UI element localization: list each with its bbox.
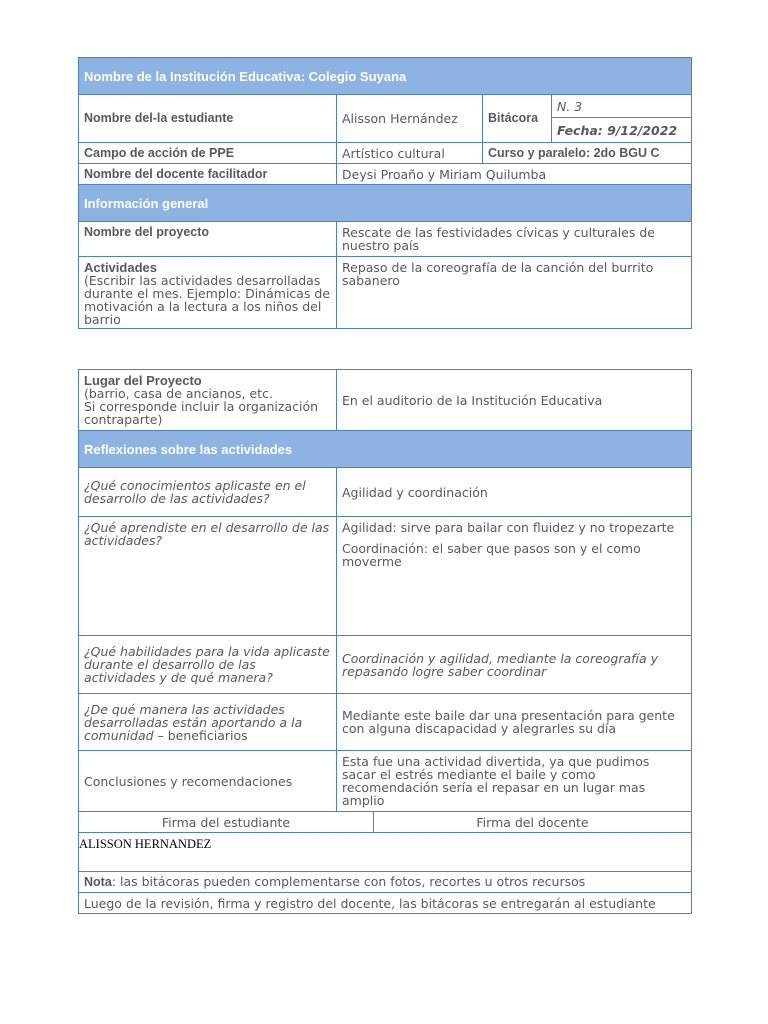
signature-area bbox=[79, 833, 692, 872]
note-label: Nota bbox=[84, 875, 112, 889]
student-signature-label: Firma del estudiante bbox=[79, 812, 374, 833]
course-label: Curso y paralelo: 2do BGU C bbox=[483, 143, 692, 164]
answer-2a: Agilidad: sirve para bailar con fluidez y no tropezarte bbox=[342, 520, 675, 535]
reflections-header: Reflexiones sobre las actividades bbox=[79, 431, 692, 468]
reflections-table bbox=[78, 369, 692, 914]
answer-3: Coordinación y agilidad, mediante la coreografía y repasando logre saber coordinar bbox=[337, 636, 692, 694]
teacher-signature-label: Firma del docente bbox=[374, 812, 692, 833]
question-2: ¿Qué aprendiste en el desarrollo de las actividades? bbox=[79, 517, 337, 636]
institution-name: Nombre de la Institución Educativa: Colegio Suyana bbox=[79, 58, 692, 95]
teacher-value: Deysi Proaño y Miriam Quilumba bbox=[337, 164, 692, 185]
institution-row bbox=[79, 58, 692, 95]
log-label: Bitácora bbox=[483, 95, 552, 143]
student-label: Nombre del-la estudiante bbox=[79, 95, 337, 143]
field-value: Artístico cultural bbox=[337, 143, 483, 164]
answer-2b: Coordinación: el saber que pasos son y el como moverme bbox=[342, 541, 641, 569]
activities-label: Actividades bbox=[84, 260, 157, 275]
student-name: Alisson Hernández bbox=[337, 95, 483, 143]
place-label: Lugar del Proyecto bbox=[84, 373, 202, 388]
place-hint-1: (barrio, casa de ancianos, etc. bbox=[84, 386, 273, 401]
question-4-tail: – beneficiarios bbox=[153, 727, 248, 743]
place-value: En el auditorio de la Institución Educativa bbox=[337, 370, 692, 431]
general-info-header: Información general bbox=[79, 185, 692, 222]
footer-note: Luego de la revisión, firma y registro del docente, las bitácoras se entregarán al estudiante bbox=[79, 893, 692, 914]
question-3: ¿Qué habilidades para la vida aplicaste durante el desarrollo de las actividades y de qué manera? bbox=[79, 636, 337, 694]
activities-value: Repaso de la coreografía de la canción del burrito sabanero bbox=[337, 257, 692, 329]
question-4: ¿De qué manera las actividades desarrolladas están aportando a la comunidad bbox=[84, 701, 303, 743]
place-hint-2: Si corresponde incluir la organización contraparte) bbox=[84, 399, 319, 427]
project-label: Nombre del proyecto bbox=[79, 222, 337, 257]
answer-2-cell bbox=[337, 517, 692, 636]
answer-4: Mediante este baile dar una presentación para gente con alguna discapacidad y alegrarles su día bbox=[337, 694, 692, 751]
teacher-label: Nombre del docente facilitador bbox=[79, 164, 337, 185]
question-5: Conclusiones y recomendaciones bbox=[79, 751, 337, 812]
log-date: Fecha: 9/12/2022 bbox=[552, 118, 692, 143]
answer-1: Agilidad y coordinación bbox=[337, 468, 692, 517]
student-signature-name: ALISSON HERNANDEZ bbox=[79, 837, 212, 851]
project-value: Rescate de las festividades cívicas y culturales de nuestro país bbox=[337, 222, 692, 257]
general-info-table bbox=[78, 57, 692, 329]
note-text: : las bitácoras pueden complementarse con fotos, recortes u otros recursos bbox=[111, 874, 586, 889]
note-row bbox=[79, 872, 692, 893]
question-4-cell bbox=[79, 694, 337, 751]
log-number: N. 3 bbox=[552, 95, 692, 118]
question-1: ¿Qué conocimientos aplicaste en el desarrollo de las actividades? bbox=[79, 468, 337, 517]
activities-hint: (Escribir las actividades desarrolladas durante el mes. Ejemplo: Dinámicas de motivación a la lectura a los niños del barrio bbox=[84, 273, 331, 327]
answer-5: Esta fue una actividad divertida, ya que pudimos sacar el estrés mediante el baile y como recomendación sería el repasar en un lugar mas amplio bbox=[337, 751, 692, 812]
activities-cell bbox=[79, 257, 337, 329]
place-cell bbox=[79, 370, 337, 431]
field-label: Campo de acción de PPE bbox=[79, 143, 337, 164]
